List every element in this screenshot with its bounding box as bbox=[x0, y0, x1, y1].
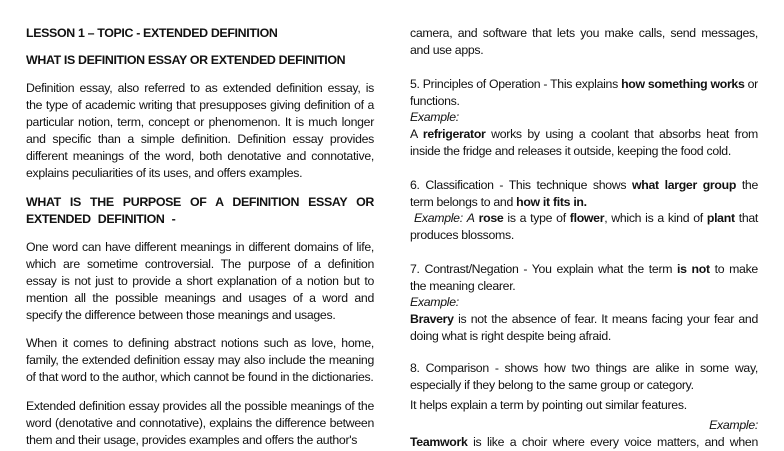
item5-example-c: works by using a coolant that absorbs heat from inside the fridge and releases it outside, keeping the food cold. bbox=[410, 127, 758, 158]
item7-example bbox=[410, 311, 758, 345]
item8-example-teamwork: Teamwork bbox=[410, 435, 468, 449]
paragraph-purpose: One word can have different meanings in different domains of life, which are sometime controversial. The purpose of a definition essay is not just to provide a short explanation of a notion but to mention all the possible meanings and usages of a word and specify the difference between those meanings and usages. bbox=[26, 240, 374, 322]
item6-example bbox=[410, 210, 758, 244]
heading-what-is-definition-essay: WHAT IS DEFINITION ESSAY OR EXTENDED DEFINITION bbox=[26, 53, 346, 67]
item6-example-a: A bbox=[466, 211, 475, 225]
item8-example-b: is like a choir where every voice matters, and when bbox=[473, 435, 758, 449]
item5-example-bold: refrigerator bbox=[422, 127, 486, 141]
lesson-title: LESSON 1 – TOPIC - EXTENDED DEFINITION bbox=[26, 26, 278, 40]
item7-text: 7. Contrast/Negation - You explain what the term bbox=[410, 262, 673, 276]
item-contrast-negation bbox=[410, 261, 758, 295]
item6-example-plant: plant bbox=[706, 211, 735, 225]
item7-example-bravery: Bravery bbox=[410, 312, 454, 326]
paragraph-definition: Definition essay, also referred to as extended definition essay, is the type of academic writing that presupposes giving definition of a particular notion, term, concept or phenomenon. It is much longer and specific than a simple definition. Definition essay provides different meanings of the word, both denotative and connotative, explains peculiarities of its uses, and offers examples. bbox=[26, 81, 374, 180]
item5-tail: or functions. bbox=[410, 77, 758, 108]
item6-example-c: is a type of bbox=[507, 211, 566, 225]
item-classification bbox=[410, 177, 758, 211]
item5-bold: how something works bbox=[621, 77, 745, 91]
item5-example-label: Example: bbox=[410, 110, 459, 124]
item7-example-label: Example: bbox=[410, 295, 459, 309]
paragraph-abstract-notions: When it comes to defining abstract notions such as love, home, family, the extended definition essay may also include the meaning of that word to the author, which cannot be found in the dictionaries. bbox=[26, 336, 374, 384]
item8-line-2: It helps explain a term by pointing out similar features. bbox=[410, 398, 687, 412]
paragraph-extended-definition: Extended definition essay provides all the possible meanings of the word (denotative and connotative), explains the difference between them and their usage, provides examples and offers the author's bbox=[26, 399, 374, 447]
item8-example bbox=[410, 434, 758, 451]
item5-example-a: A bbox=[410, 127, 418, 141]
item6-mid: the term belongs to and bbox=[410, 178, 759, 209]
item6-example-rose: rose bbox=[478, 211, 504, 225]
item6-example-g: that produces blossoms. bbox=[410, 211, 759, 242]
item6-example-e: , which is a kind of bbox=[604, 211, 703, 225]
item5-example bbox=[410, 126, 758, 160]
item5-text: 5. Principles of Operation - This explains bbox=[410, 77, 618, 91]
item6-example-label: Example: bbox=[413, 211, 463, 225]
item8-example-label: Example: bbox=[709, 418, 758, 432]
item-comparison: 8. Comparison - shows how two things are alike in some way, especially if they belong to the same group or category. bbox=[410, 361, 758, 392]
item6-bold-1: what larger group bbox=[632, 178, 737, 192]
item7-tail: to make the meaning clearer. bbox=[410, 262, 758, 293]
item6-example-flower: flower bbox=[569, 211, 605, 225]
heading-purpose: WHAT IS THE PURPOSE OF A DEFINITION ESSAY OR EXTENDED DEFINITION - bbox=[26, 195, 374, 226]
item6-text: 6. Classification - This technique shows bbox=[410, 178, 627, 192]
item6-bold-2: how it fits in. bbox=[516, 195, 587, 209]
item7-bold: is not bbox=[677, 262, 710, 276]
item-principles-of-operation bbox=[410, 76, 758, 110]
item7-example-b: is not the absence of fear. It means facing your fear and doing what is right despite being afraid. bbox=[410, 312, 758, 343]
continuation-text: camera, and software that lets you make calls, send messages, and use apps. bbox=[410, 26, 758, 57]
